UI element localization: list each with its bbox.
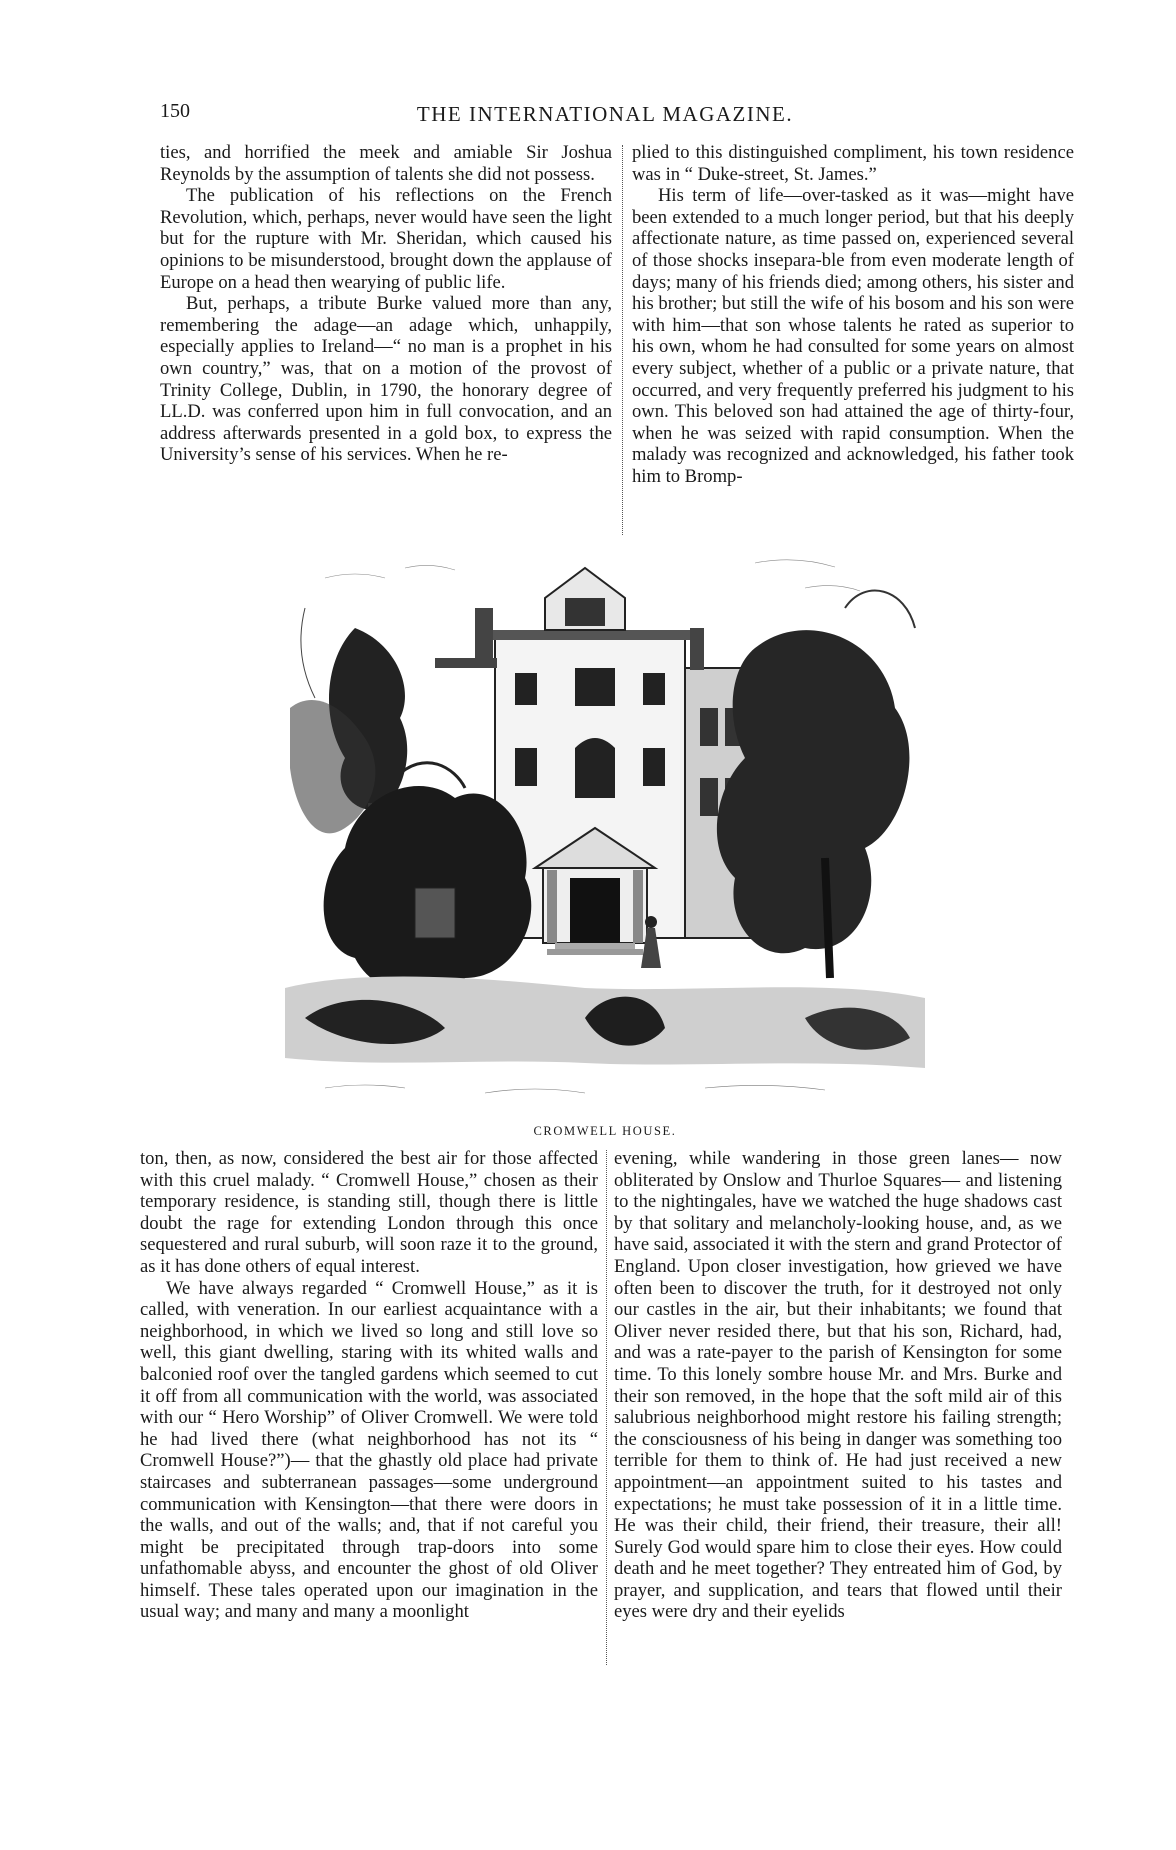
top-right-column bbox=[632, 142, 1074, 488]
column-divider bbox=[606, 1150, 607, 1665]
paragraph: evening, while wandering in those green lanes— now obliterated by Onslow and Thurloe Squares— and listening to the nightingales, have we watched the huge shadows cast by that solitary and melancholy-looking house, and, as we have said, associated it with the stern and grand Protector of England. Upon closer investigation, how grieved we have often been to discover the truth, for it destroyed not only our castles in the air, but their inhabitants; we found that Oliver never resided there, but that his son, Richard, had, and was a rate-payer to the parish of Kensington for some time. To this lonely sombre house Mr. and Mrs. Burke and their son removed, in the hope that the soft mild air of this salubrious neighborhood might restore his failing strength; the consciousness of his being in danger was something too terrible for them to think of. He had just received a new appointment—an appointment suited to his tastes and expectations; he must take possession of it in a little time. He was their child, their friend, their treasure, their all! Surely God would spare him to close their eyes. How could death and he meet together? They entreated him of God, by prayer, and supplication, and tears that flowed until their eyes were dry and their eyelids bbox=[614, 1148, 1062, 1623]
paragraph: ties, and horrified the meek and amiable Sir Joshua Reynolds by the assumption of talents she did not possess. bbox=[160, 142, 612, 185]
figure-caption: CROMWELL HOUSE. bbox=[533, 1124, 677, 1138]
paragraph: ton, then, as now, considered the best air for those affected with this cruel malady. “ Cromwell House,” chosen as their temporary residence, is standing still, though there is little doubt the rage for extending London through this once sequestered and rural suburb, will soon raze it to the ground, as it has done others of equal interest. bbox=[140, 1148, 598, 1277]
running-title: THE INTERNATIONAL MAGAZINE. bbox=[416, 102, 794, 126]
paragraph: The publication of his reflections on the French Revolution, which, perhaps, never would have seen the light but for the rupture with Mr. Sheridan, which caused his opinions to be misunderstood, brought down the applause of Europe on a head then wearying of public life. bbox=[160, 185, 612, 293]
cromwell-house-engraving bbox=[285, 548, 925, 1118]
paragraph: His term of life—over-tasked as it was—might have been extended to a much longer period, but that his deeply affectionate nature, as time passed on, experienced several of those shocks insepara-ble from even moderate length of days; many of his friends died; among others, his sister and his brother; but still the wife of his bosom and his son were with him—that son whose talents he rated as superior to his own, whom he had consulted for some years on almost every subject, whether of a public or a private nature, that occurred, and very frequently preferred his judgment to his own. This beloved son had attained the age of thirty-four, when he was seized with rapid consumption. When the malady was recognized and acknowledged, his father took him to Bromp- bbox=[632, 185, 1074, 487]
paragraph: We have always regarded “ Cromwell House,” as it is called, with veneration. In our earliest acquaintance with a neighborhood, in which we lived so long and still love so well, this giant dwelling, staring with its whited walls and balconied roof over the tangled gardens which seemed to cut it off from all communication with the world, was associated with our “ Hero Worship” of Oliver Cromwell. We were told he had lived there (what neighborhood has not its “ Cromwell House?”)— that the ghastly old place had private staircases and subterranean passages—some underground communication with Kensington—that there were doors in the walls, and out of the walls; and, that if not careful you might be precipitated through trap-doors into some unfathomable abyss, and encounter the ghost of old Oliver himself. These tales operated upon our imagination in the usual way; and many and many a moonlight bbox=[140, 1277, 598, 1623]
column-divider bbox=[622, 145, 623, 535]
bottom-right-column bbox=[614, 1148, 1062, 1623]
page-number: 150 bbox=[160, 100, 190, 122]
paragraph: plied to this distinguished compliment, his town residence was in “ Duke-street, St. James.” bbox=[632, 142, 1074, 185]
page-header bbox=[160, 100, 1050, 130]
paragraph: But, perhaps, a tribute Burke valued more than any, remembering the adage—an adage which, unhappily, especially applies to Ireland—“ no man is a prophet in his own country,” was, that on a motion of the provost of Trinity College, Dublin, in 1790, the honorary degree of LL.D. was conferred upon him in full convocation, and an address afterwards presented in a gold box, to express the University’s sense of his services. When he re- bbox=[160, 293, 612, 466]
right-trees bbox=[717, 591, 915, 978]
top-left-column bbox=[160, 142, 612, 466]
bottom-left-column bbox=[140, 1148, 598, 1623]
